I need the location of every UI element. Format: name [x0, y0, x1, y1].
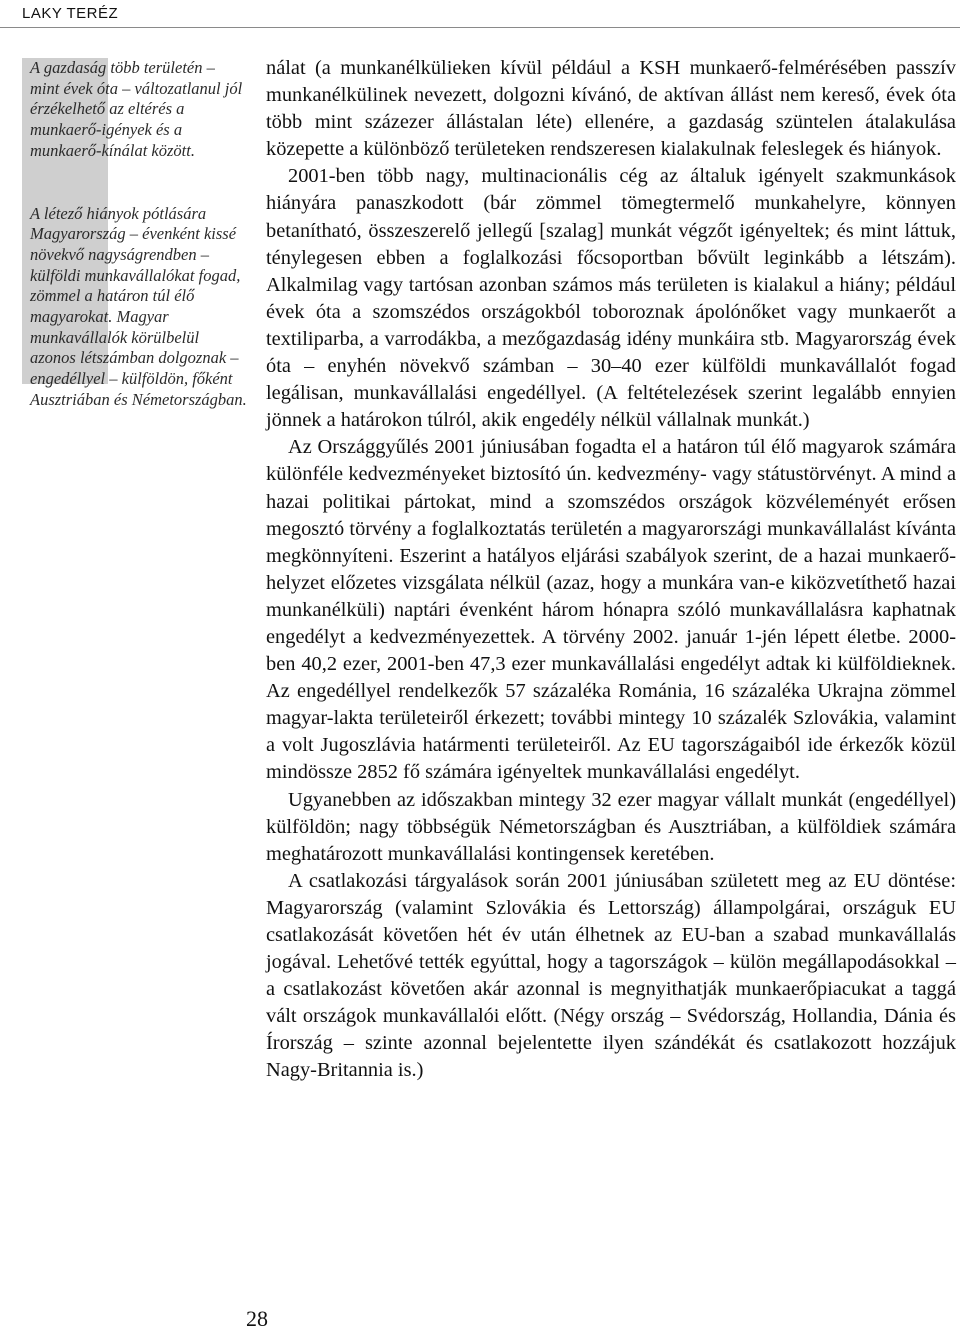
- running-header-author: LAKY TERÉZ: [22, 5, 119, 22]
- paragraph-3: Az Országgyűlés 2001 júniusában fogadta el a határon túl élő magyarok számára különféle kedvezményeket biztosító ún. kedvezmény- vagy státustörvényt. A mind a hazai politikai pártokat, mind a szomszédos országok közvéleményét erősen megosztó törvény a foglalkoztatás területén a magyarországi munkavállalást kívánta megkönnyíteni. Eszerint a hatályos eljárási szabályok szerint, de a hazai munkaerő-helyzet előzetes vizsgálata nélkül (azaz, hogy a munkára van-e kiközvetíthető hazai munkanélküli) naptári évenként három hónapra szóló munkavállalásra kaphatnak engedélyt a kedvezményezettek. A törvény 2002. január 1-jén lépett életbe. 2000-ben 40,2 ezer, 2001-ben 47,3 ezer munkavállalási engedélyt adtak ki külföldieknek. Az engedéllyel rendelkezők 57 százaléka Románia, 16 százaléka Ukrajna zömmel magyar-lakta területeiről érkezett; további mintegy 10 százalék Szlovákia, valamint a volt Jugoszlávia határmenti területeiről. Az EU tagországaiból ide érkezők közül mindössze 2852 fő számára igényeltek munkavállalási engedélyt.: [266, 436, 956, 784]
- page-number: 28: [246, 1306, 268, 1331]
- paragraph-5: A csatlakozási tárgyalások során 2001 júniusában született meg az EU döntése: Magyarország (valamint Szlovákia és Lettország) állampolgárai, országuk EU csatlakozását követően hét év után élhetnek az EU-ban a szabad munkavállalás jogával. Lehetővé tették egyúttal, hogy a tagországok – külön megállapodásokkal – a csatlakozást követően akár azonnal is megnyithatják munkaerőpiacukat a taggá vált országok munkavállalói előtt. (Négy ország – Svédország, Hollandia, Dánia és Írország – szinte azonnal bejelentette ilyen szándékát és csatlakozott hozzájuk Nagy-Britannia is.): [266, 869, 956, 1082]
- paragraph-2: 2001-ben több nagy, multinacionális cég az általuk igényelt szakmunkások hiányára panaszkodott (bár zömmel tömegtermelő munkahelyre, könnyen betanítható, összeszerelő jellegű [szalag] munkát végzőt igényeltek; és mint láttuk, ténylegesen ebben a foglalkozási főcsoportban bővült leginkább a létszám). Alkalmilag vagy tartósan azonban számos más területen is kialakul a hiány; például évek óta a szomszédos országokból toboroznak ápolónőket vagy munkaerőt a textiliparba, a varrodákba, a mezőgazdaság idény munkáira stb. Magyarország évek óta – enyhén növekvő számban – 30–40 ezer külföldi munkavállalót fogad legálisan, munkavállalási engedéllyel. (A feltételezések szerint legalább ennyien jönnek a határokon túlról, akik engedély nélkül vállalnak munkát.): [266, 165, 956, 432]
- paragraph-1: nálat (a munkanélkülieken kívül például a KSH munkaerő-felmérésében passzív munkanélkülinek nevezett, dolgozni kívánó, de aktívan állást nem kereső, évek óta több mint százezer állástalan léte) ellenére, a gazdaság szüntelen átalakulása közepette a különböző területeken rendszeresen kialakulnak feleslegek és hiányok.: [266, 57, 956, 161]
- sidebar-notes: [30, 58, 248, 453]
- sidebar-note-2: A létező hiányok pótlására Magyarország – évenként kissé növekvő nagyságrendben – külföldi munkavállalókat fogad, zömmel a határon túl élő magyarokat. Magyar munkavállalók körülbelül azonos létszámban dolgoznak – engedéllyel – külföldön, főként Ausztriában és Németországban.: [30, 203, 247, 409]
- sidebar-note-1: A gazdaság több területén – mint évek óta – változatlanul jól érzékelhető az eltérés a munkaerő-igények és a munkaerő-kínálat között.: [30, 58, 243, 160]
- paragraph-4: Ugyanebben az időszakban mintegy 32 ezer magyar vállalt munkát (engedéllyel) külföldön; nagy többségük Németországban és Ausztriában, a külföldiek számára meghatározott munkavállalási kontingensek keretében.: [266, 788, 956, 865]
- header-divider: [0, 27, 960, 28]
- main-text: [266, 55, 956, 1085]
